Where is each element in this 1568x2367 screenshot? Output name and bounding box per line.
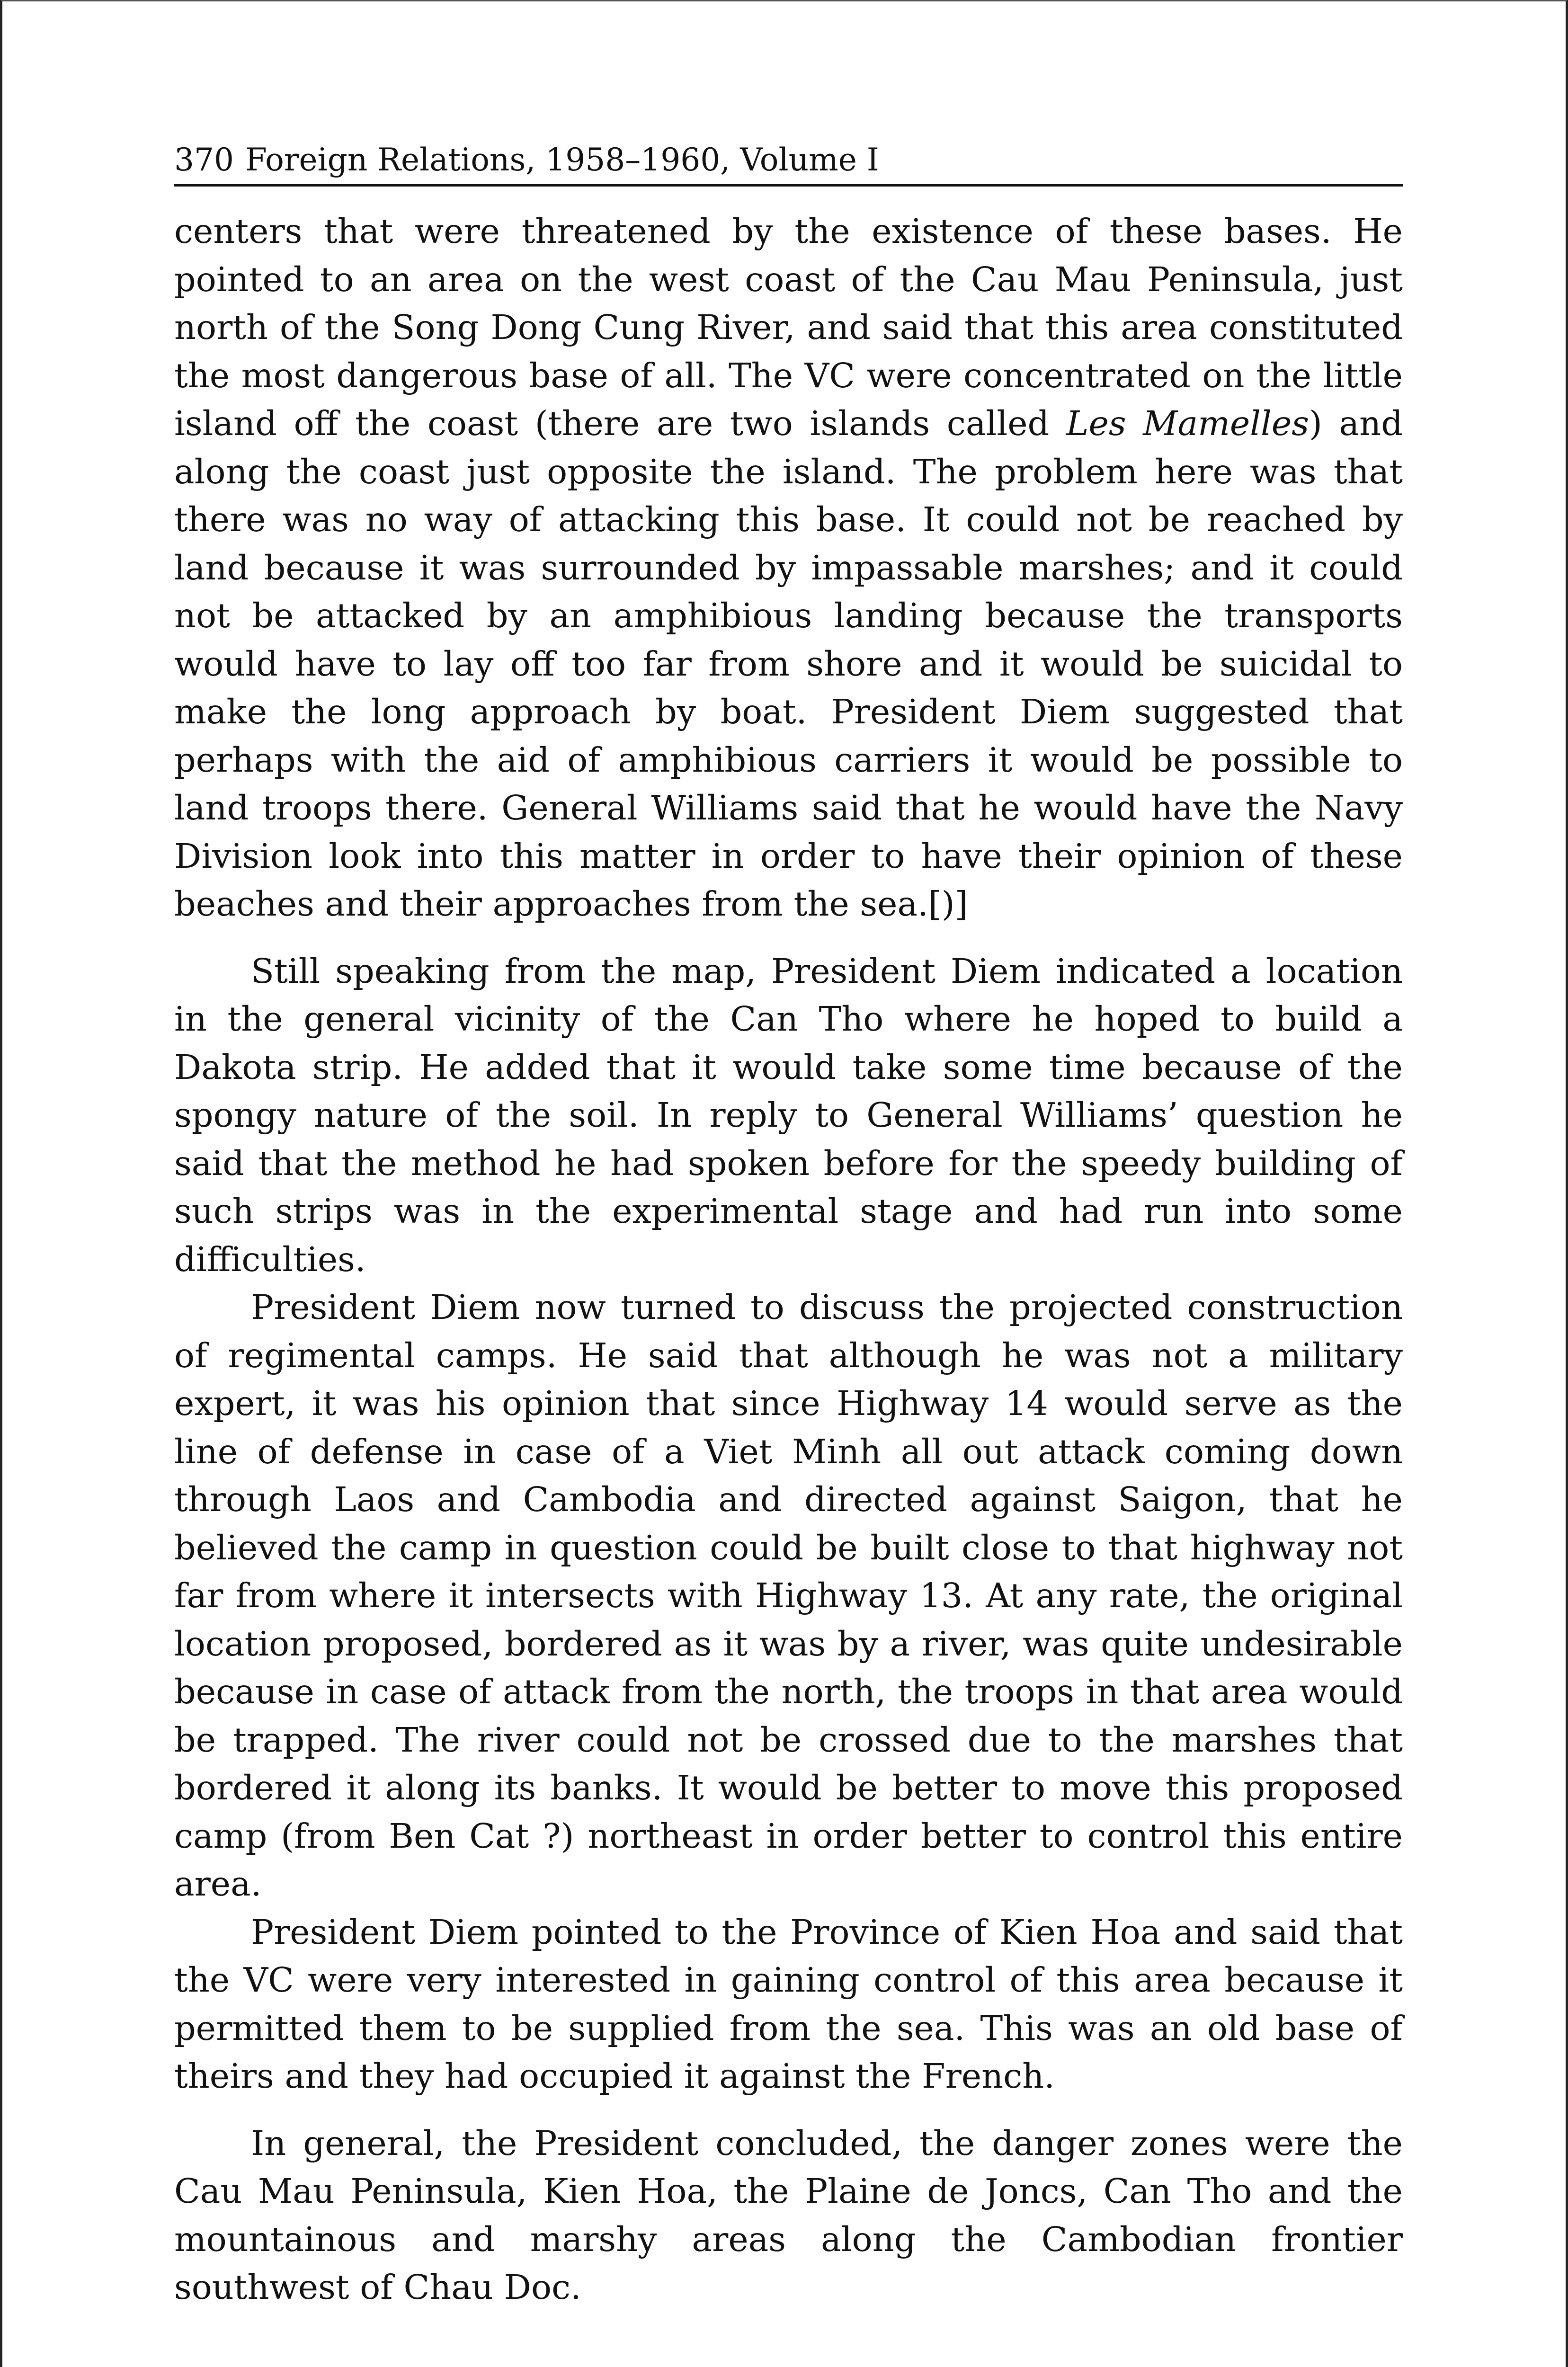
- page-content: [174, 139, 1403, 2312]
- paragraph-4: President Diem pointed to the Province of Kien Hoa and said that the VC were very interested in gaining control of this area because it permitted them to be supplied from the sea. This was an old base of theirs and they had occupied it against the French.: [174, 1912, 1403, 2096]
- paragraph-1-part-2: ) and along the coast just opposite the island. The problem here was that there was no way of attacking this base. It could not be reached by land because it was surrounded by impassable marshes; and it could not be attacked by an amphibious landing because the transports would have to lay off too far from shore and it would be suicidal to make the long approach by boat. President Diem suggested that perhaps with the aid of amphibious carriers it would be possible to land troops there. General Williams said that he would have the Navy Division look into this matter in order to have their opinion of these beaches and their approaches from the sea.[)]: [174, 404, 1403, 924]
- page-number: 370: [174, 142, 234, 178]
- paragraph-2: Still speaking from the map, President Diem indicated a location in the general vicinity of the Can Tho where he hoped to build a Dakota strip. He added that it would take some time because of the spongy nature of the soil. In reply to General Williams’ question he said that the method he had spoken before for the speedy building of such strips was in the experimental stage and had run into some difficulties.: [174, 951, 1403, 1279]
- running-head: [174, 139, 1403, 187]
- paragraph-1-italic-term: Les Mamelles: [1066, 404, 1309, 443]
- body-text: [174, 207, 1403, 2312]
- paragraph-3: President Diem now turned to discuss the projected construction of regimental camps. He said that although he was not a military expert, it was his opinion that since Highway 14 would serve as the line of defense in case of a Viet Minh all out attack coming down through Laos and Cambodia and directed against Saigon, that he believed the camp in question could be built close to that highway not far from where it intersects with Highway 13. At any rate, the original location proposed, bordered as it was by a river, was quite undesirable because in case of attack from the north, the troops in that area would be trapped. The river could not be crossed due to the marshes that bordered it along its banks. It would be better to move this proposed camp (from Ben Cat ?) northeast in order better to control this entire area.: [174, 1288, 1403, 1904]
- running-head-title: Foreign Relations, 1958–1960, Volume I: [245, 142, 879, 178]
- paragraph-1-part-1: centers that were threatened by the existence of these bases. He pointed to an area on the west coast of the Cau Mau Peninsula, just north of the Song Dong Cung River, and said that this area constituted the most dangerous base of all. The VC were concentrated on the little island off the coast (there are two islands called: [174, 212, 1403, 443]
- paragraph-1: [174, 207, 1403, 928]
- paragraph-5: In general, the President concluded, the danger zones were the Cau Mau Peninsula, Kien Hoa, the Plaine de Joncs, Can Tho and the mountainous and marshy areas along the Cambodian frontier southwest of Chau Doc.: [174, 2123, 1403, 2307]
